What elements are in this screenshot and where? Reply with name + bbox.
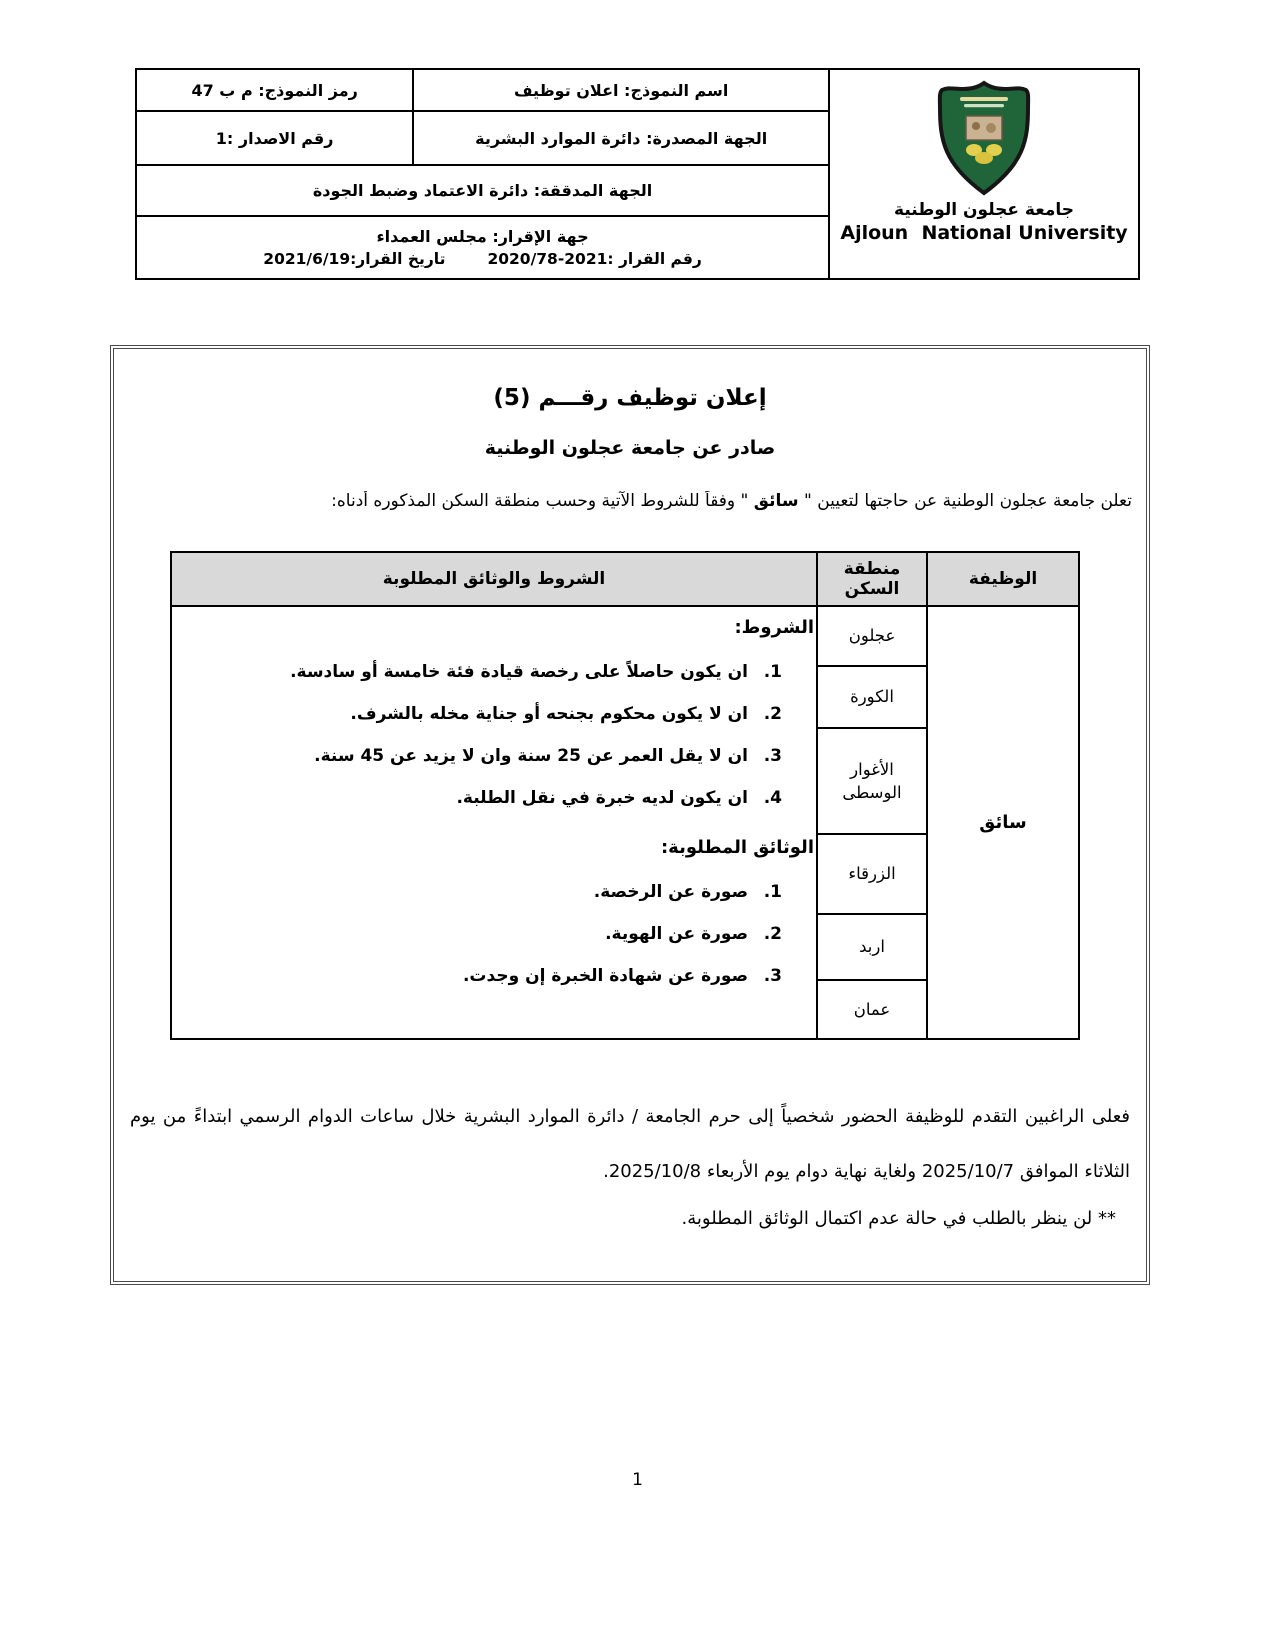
conditions-heading: الشروط: <box>734 617 814 638</box>
item-number: 4. <box>763 788 782 808</box>
region-name: اربد <box>859 937 885 957</box>
item-number: 2. <box>763 704 782 724</box>
region-cell <box>818 981 926 1038</box>
region-cell <box>818 607 926 667</box>
item-text: صورة عن شهادة الخبرة إن وجدت. <box>462 966 748 986</box>
university-name-arabic: جامعة عجلون الوطنية <box>894 200 1074 220</box>
issuing-department: الجهة المصدرة: دائرة الموارد البشرية <box>413 111 829 165</box>
header-job: الوظيفة <box>968 569 1038 589</box>
item-text: ان يكون حاصلاً على رخصة قيادة فئة خامسة أو سادسة. <box>290 662 748 682</box>
conditions-cell <box>172 607 816 1038</box>
issue-number: رقم الاصدار :1 <box>136 111 413 165</box>
note-line: ** لن ينظر بالطلب في حالة عدم اكتمال الوثائق المطلوبة. <box>681 1207 1116 1229</box>
region-cell <box>818 915 926 981</box>
item-text: ان يكون لديه خبرة في نقل الطلبة. <box>456 788 748 808</box>
condition-item <box>178 701 814 727</box>
intro-job-title: سائق <box>753 491 799 511</box>
approval-authority: جهة الإقرار: مجلس العمداء <box>376 227 589 246</box>
region-name: الأغوار الوسطى <box>842 759 902 802</box>
region-cell <box>818 835 926 915</box>
intro-paragraph <box>114 491 1146 511</box>
table-body <box>172 607 1078 1038</box>
region-cell <box>818 729 926 835</box>
condition-item <box>178 659 814 685</box>
page-number: 1 <box>632 1470 643 1490</box>
document-item <box>178 921 814 947</box>
intro-after: " وفقاً للشروط الآتية وحسب منطقة السكن المذكوره أدناه: <box>331 491 754 511</box>
university-name-english: Ajloun National University <box>840 222 1128 244</box>
logo-cell <box>829 69 1139 279</box>
form-name: اسم النموذج: اعلان توظيف <box>413 69 829 111</box>
item-text: ان لا يقل العمر عن 25 سنة وان لا يزيد عن 45 سنة. <box>314 746 748 766</box>
decision-date: تاريخ القرار:2021/6/19 <box>263 250 446 268</box>
item-text: صورة عن الرخصة. <box>593 882 748 902</box>
announcement-subtitle: صادر عن جامعة عجلون الوطنية <box>484 437 776 459</box>
regions-column <box>816 607 928 1038</box>
announcement-box <box>110 345 1150 1285</box>
approval-cell <box>136 216 829 279</box>
documents-heading: الوثائق المطلوبة: <box>660 837 814 858</box>
closing-paragraph: فعلى الراغبين التقدم للوظيفة الحضور شخصياً إلى حرم الجامعة / دائرة الموارد البشرية خلال ساعات الدوام الرسمي ابتداءً من يوم الثلاثاء الموافق 2025/10/7 ولغاية نهاية دوام يوم الأربعاء 2025/10/8. <box>130 1106 1130 1182</box>
audit-department: الجهة المدققة: دائرة الاعتماد وضبط الجودة <box>136 165 829 216</box>
item-text: ان لا يكون محكوم بجنحه أو جناية مخله بالشرف. <box>350 704 748 724</box>
item-number: 2. <box>763 924 782 944</box>
announcement-title: إعلان توظيف رقـــم (5) <box>493 385 767 411</box>
intro-before: تعلن جامعة عجلون الوطنية عن حاجتها لتعيين " <box>798 491 1132 511</box>
university-logo <box>836 80 1132 244</box>
item-number: 1. <box>763 662 782 682</box>
item-number: 3. <box>763 746 782 766</box>
region-cell <box>818 667 926 729</box>
region-name: عمان <box>853 999 891 1019</box>
item-number: 1. <box>763 882 782 902</box>
header-conditions: الشروط والوثائق المطلوبة <box>382 569 606 589</box>
university-shield-icon <box>936 80 1032 196</box>
document-item <box>178 879 814 905</box>
job-cell: سائق <box>979 812 1027 833</box>
requirements-table <box>170 551 1080 1040</box>
header-region: منطقة السكن <box>816 553 928 605</box>
condition-item <box>178 785 814 811</box>
document-item <box>178 963 814 989</box>
decision-number: رقم القرار :2021-2020/78 <box>487 250 702 268</box>
conditions-list <box>178 659 814 811</box>
item-number: 3. <box>763 966 782 986</box>
region-name: الزرقاء <box>848 864 896 884</box>
form-metadata-table <box>135 68 1140 280</box>
table-header-row <box>172 553 1078 607</box>
condition-item <box>178 743 814 769</box>
form-code: رمز النموذج: م ب 47 <box>136 69 413 111</box>
region-name: عجلون <box>848 626 896 646</box>
region-name: الكورة <box>850 687 894 707</box>
item-text: صورة عن الهوية. <box>605 924 748 944</box>
decision-line <box>143 250 822 268</box>
documents-list <box>178 879 814 989</box>
